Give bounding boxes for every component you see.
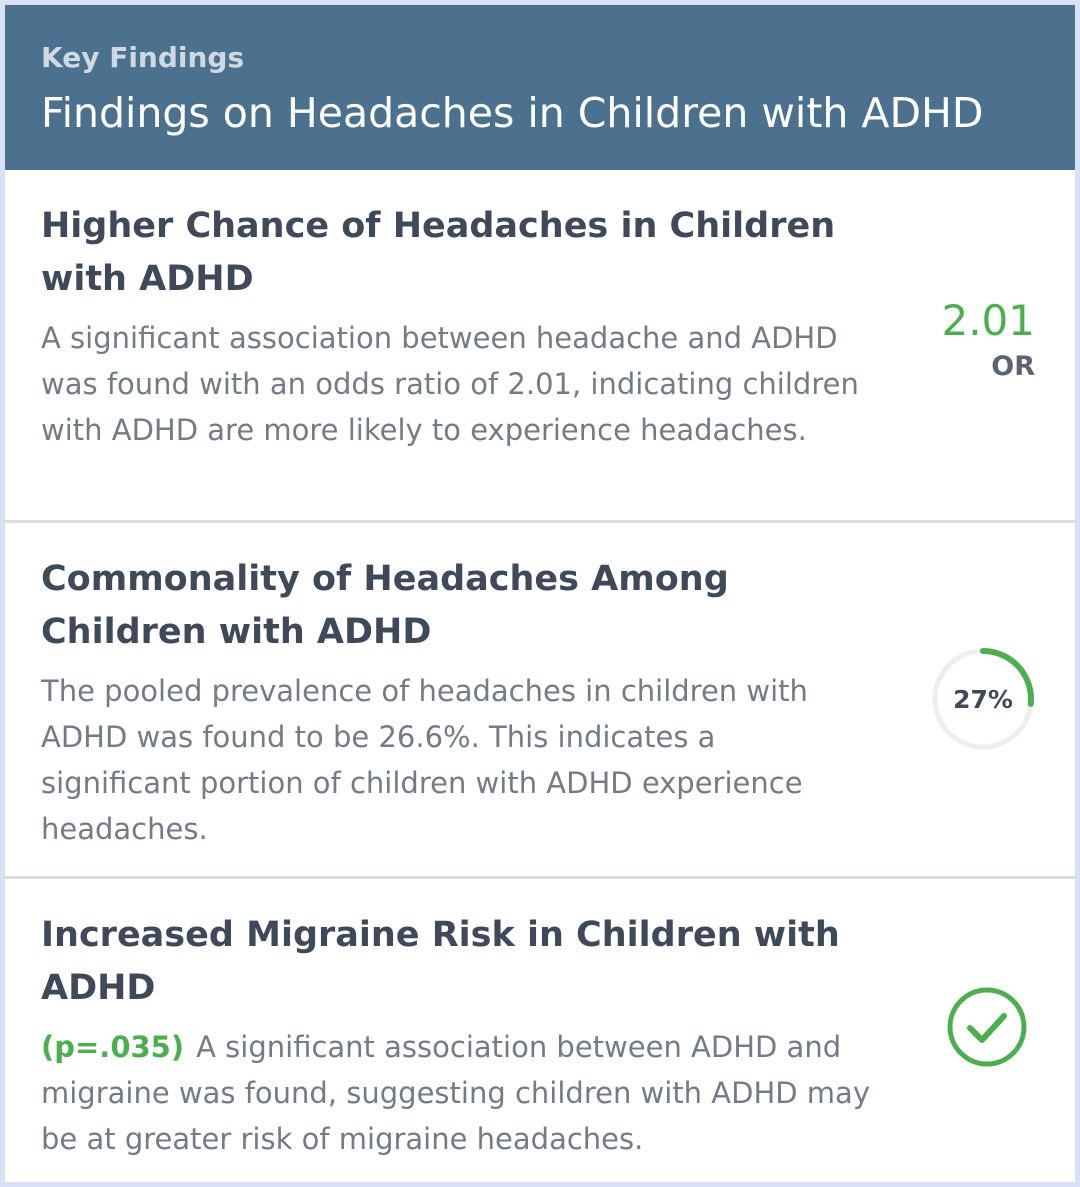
metric-unit: OR <box>991 351 1035 382</box>
section-eyebrow: Key Findings <box>41 41 245 74</box>
prevalence-ring <box>929 645 1037 753</box>
finding-description: The pooled prevalence of headaches in children with ADHD was found to be 26.6%. This indicates a significant portion of children with ADHD experience headaches. <box>41 674 808 846</box>
finding-item-migraine <box>5 879 1075 1182</box>
card-header <box>5 5 1075 170</box>
finding-title: Higher Chance of Headaches in Children with ADHD <box>41 206 836 299</box>
p-value: (p=.035) <box>41 1030 185 1064</box>
finding-description: A significant association between headache and ADHD was found with an odds ratio of 2.01, indicating children with ADHD are more likely to experience headaches. <box>41 321 859 447</box>
ring-percentage: 27% <box>953 684 1013 714</box>
odds-ratio-metric <box>941 295 1035 382</box>
metric-value: 2.01 <box>941 296 1035 345</box>
key-findings-card <box>5 5 1075 1182</box>
page-title: Findings on Headaches in Children with ADHD <box>41 89 984 137</box>
finding-item-odds-ratio <box>5 170 1075 523</box>
check-circle-icon <box>945 985 1029 1069</box>
finding-title: Commonality of Headaches Among Children with ADHD <box>41 559 729 652</box>
finding-item-prevalence <box>5 523 1075 879</box>
finding-description-text: A significant association between ADHD and migraine was found, suggesting children with ADHD may be at greater risk of migraine headaches. <box>41 1030 870 1156</box>
finding-description <box>41 1024 871 1162</box>
finding-title: Increased Migraine Risk in Children with ADHD <box>41 915 840 1008</box>
